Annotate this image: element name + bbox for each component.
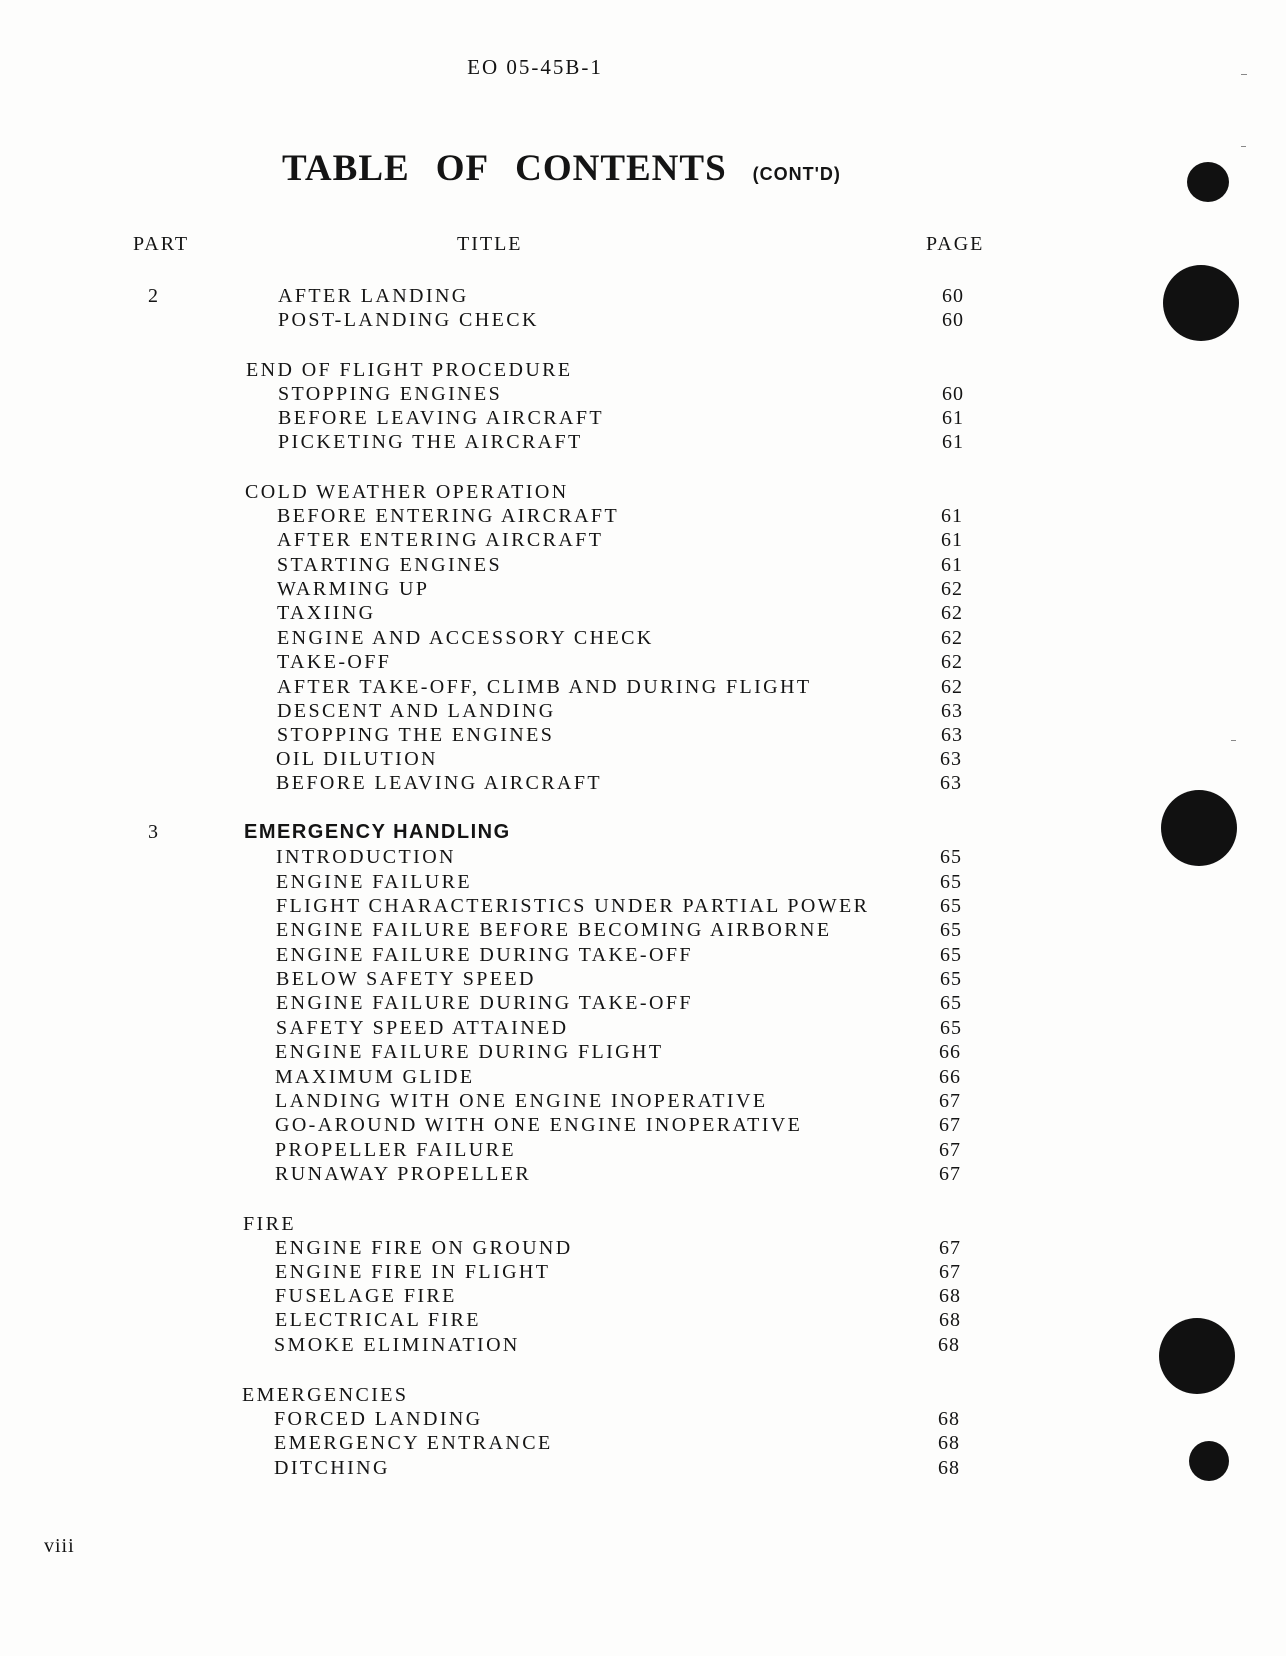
scan-mark — [1231, 740, 1236, 741]
document-id: EO 05-45B-1 — [467, 55, 603, 79]
column-header-page: PAGE — [926, 233, 985, 255]
toc-entry — [0, 1236, 1100, 1260]
toc-title: SAFETY SPEED ATTAINED — [276, 1017, 569, 1039]
toc-title: EMERGENCY ENTRANCE — [274, 1432, 553, 1454]
toc-entry — [0, 553, 1100, 577]
toc-title: STOPPING THE ENGINES — [277, 724, 555, 746]
toc-page-number: 61 — [941, 529, 963, 551]
toc-page-number: 68 — [938, 1457, 960, 1479]
toc-entry — [0, 650, 1100, 674]
toc-title: LANDING WITH ONE ENGINE INOPERATIVE — [275, 1090, 768, 1112]
toc-entry — [0, 430, 1100, 454]
toc-section — [0, 820, 1100, 844]
toc-title: DITCHING — [274, 1457, 390, 1479]
toc-page-number: 61 — [942, 407, 964, 429]
toc-title: EMERGENCIES — [242, 1384, 409, 1406]
toc-page-number: 61 — [941, 554, 963, 576]
toc-page-number: 67 — [939, 1139, 961, 1161]
toc-title: POST-LANDING CHECK — [278, 309, 539, 331]
toc-page-number: 62 — [941, 651, 963, 673]
toc-page-number: 65 — [940, 968, 962, 990]
toc-title: INTRODUCTION — [276, 846, 456, 868]
toc-title: FLIGHT CHARACTERISTICS UNDER PARTIAL POWER — [276, 895, 870, 917]
toc-page-number: 67 — [939, 1090, 961, 1112]
toc-page-number: 67 — [939, 1163, 961, 1185]
toc-entry — [0, 284, 1100, 308]
column-header-title: TITLE — [457, 233, 523, 255]
toc-entry — [0, 870, 1100, 894]
toc-title: STARTING ENGINES — [277, 554, 503, 576]
toc-page-number: 67 — [939, 1261, 961, 1283]
toc-entry — [0, 1333, 1100, 1357]
punch-hole — [1161, 790, 1237, 866]
toc-page-number: 66 — [939, 1066, 961, 1088]
toc-title: GO-AROUND WITH ONE ENGINE INOPERATIVE — [275, 1114, 803, 1136]
toc-title: FORCED LANDING — [274, 1408, 483, 1430]
toc-title: STOPPING ENGINES — [278, 383, 503, 405]
toc-title: END OF FLIGHT PROCEDURE — [246, 359, 573, 381]
toc-title: AFTER TAKE-OFF, CLIMB AND DURING FLIGHT — [277, 676, 812, 698]
toc-part-number: 3 — [148, 821, 158, 843]
toc-section — [0, 1383, 1100, 1407]
toc-entry — [0, 1284, 1100, 1308]
toc-page-number: 66 — [939, 1041, 961, 1063]
toc-title: AFTER ENTERING AIRCRAFT — [277, 529, 604, 551]
toc-entry — [0, 699, 1100, 723]
toc-title: ENGINE FAILURE DURING TAKE-OFF — [276, 944, 693, 966]
toc-entry — [0, 991, 1100, 1015]
toc-section — [0, 480, 1100, 504]
toc-page-number: 68 — [939, 1309, 961, 1331]
toc-title: OIL DILUTION — [276, 748, 438, 770]
toc-page-number: 62 — [941, 627, 963, 649]
toc-title: ENGINE FAILURE DURING FLIGHT — [275, 1041, 664, 1063]
toc-entry — [0, 1089, 1100, 1113]
toc-entry — [0, 406, 1100, 430]
toc-entry — [0, 1407, 1100, 1431]
toc-page-number: 63 — [940, 748, 962, 770]
toc-page-number: 60 — [942, 309, 964, 331]
toc-page-number: 67 — [939, 1237, 961, 1259]
toc-page-number: 65 — [940, 895, 962, 917]
toc-title: ENGINE FAILURE — [276, 871, 472, 893]
toc-entry — [0, 1016, 1100, 1040]
toc-title: BEFORE ENTERING AIRCRAFT — [277, 505, 620, 527]
toc-section — [0, 358, 1100, 382]
toc-entry — [0, 943, 1100, 967]
toc-page-number: 68 — [938, 1408, 960, 1430]
toc-entry — [0, 675, 1100, 699]
toc-page-number: 65 — [940, 846, 962, 868]
toc-entry — [0, 382, 1100, 406]
toc-title: TAXIING — [277, 602, 376, 624]
title-word: TABLE — [282, 148, 410, 189]
toc-section — [0, 1212, 1100, 1236]
toc-title: WARMING UP — [277, 578, 430, 600]
toc-page-number: 68 — [939, 1285, 961, 1307]
toc-entry — [0, 771, 1100, 795]
column-header-part: PART — [133, 233, 190, 255]
toc-title: EMERGENCY HANDLING — [244, 821, 511, 843]
toc-entry — [0, 626, 1100, 650]
toc-title: AFTER LANDING — [278, 285, 469, 307]
toc-title: TAKE-OFF — [277, 651, 392, 673]
toc-page-number: 62 — [941, 676, 963, 698]
toc-page-number: 62 — [941, 578, 963, 600]
toc-entry — [0, 504, 1100, 528]
toc-page-number: 65 — [940, 1017, 962, 1039]
toc-page-number: 68 — [938, 1432, 960, 1454]
toc-title: ELECTRICAL FIRE — [275, 1309, 481, 1331]
toc-entry — [0, 308, 1100, 332]
toc-page-number: 68 — [938, 1334, 960, 1356]
scan-mark — [1241, 74, 1247, 75]
toc-entry — [0, 601, 1100, 625]
toc-title: FIRE — [243, 1213, 296, 1235]
page-title — [282, 147, 841, 190]
toc-title: DESCENT AND LANDING — [277, 700, 556, 722]
punch-hole — [1189, 1441, 1229, 1481]
toc-title: ENGINE FAILURE DURING TAKE-OFF — [276, 992, 693, 1014]
toc-page-number: 65 — [940, 944, 962, 966]
toc-title: BEFORE LEAVING AIRCRAFT — [278, 407, 604, 429]
toc-entry — [0, 747, 1100, 771]
title-word: OF — [435, 148, 490, 189]
title-word: CONTENTS — [515, 148, 727, 189]
toc-entry — [0, 1065, 1100, 1089]
toc-entry — [0, 1113, 1100, 1137]
toc-page-number: 61 — [942, 431, 964, 453]
title-suffix: (CONT'D) — [752, 164, 841, 184]
toc-entry — [0, 1456, 1100, 1480]
toc-title: FUSELAGE FIRE — [275, 1285, 457, 1307]
toc-entry — [0, 1260, 1100, 1284]
toc-title: PICKETING THE AIRCRAFT — [278, 431, 583, 453]
toc-title: SMOKE ELIMINATION — [274, 1334, 520, 1356]
toc-entry — [0, 1040, 1100, 1064]
page-number: viii — [44, 1535, 75, 1557]
toc-title: BELOW SAFETY SPEED — [276, 968, 536, 990]
punch-hole — [1187, 162, 1229, 202]
toc-title: BEFORE LEAVING AIRCRAFT — [276, 772, 602, 794]
toc-entry — [0, 894, 1100, 918]
toc-entry — [0, 1431, 1100, 1455]
toc-title: ENGINE FAILURE BEFORE BECOMING AIRBORNE — [276, 919, 832, 941]
toc-page-number: 63 — [940, 772, 962, 794]
toc-title: ENGINE FIRE ON GROUND — [275, 1237, 573, 1259]
toc-entry — [0, 918, 1100, 942]
toc-entry — [0, 1138, 1100, 1162]
toc-title: ENGINE FIRE IN FLIGHT — [275, 1261, 551, 1283]
toc-page-number: 63 — [941, 724, 963, 746]
toc-title: ENGINE AND ACCESSORY CHECK — [277, 627, 654, 649]
toc-page-number: 65 — [940, 871, 962, 893]
toc-entry — [0, 723, 1100, 747]
toc-entry — [0, 1308, 1100, 1332]
toc-page-number: 63 — [941, 700, 963, 722]
toc-page-number: 67 — [939, 1114, 961, 1136]
toc-entry — [0, 577, 1100, 601]
punch-hole — [1163, 265, 1239, 341]
toc-page-number: 61 — [941, 505, 963, 527]
toc-entry — [0, 967, 1100, 991]
toc-page-number: 60 — [942, 383, 964, 405]
toc-page-number: 62 — [941, 602, 963, 624]
toc-title: RUNAWAY PROPELLER — [275, 1163, 532, 1185]
punch-hole — [1159, 1318, 1235, 1394]
toc-entry — [0, 845, 1100, 869]
toc-entry — [0, 528, 1100, 552]
toc-title: PROPELLER FAILURE — [275, 1139, 516, 1161]
toc-title: MAXIMUM GLIDE — [275, 1066, 475, 1088]
toc-title: COLD WEATHER OPERATION — [245, 481, 569, 503]
scan-mark — [1241, 146, 1246, 147]
toc-page-number: 65 — [940, 919, 962, 941]
toc-page-number: 60 — [942, 285, 964, 307]
toc-page-number: 65 — [940, 992, 962, 1014]
toc-part-number: 2 — [148, 285, 158, 307]
toc-entry — [0, 1162, 1100, 1186]
